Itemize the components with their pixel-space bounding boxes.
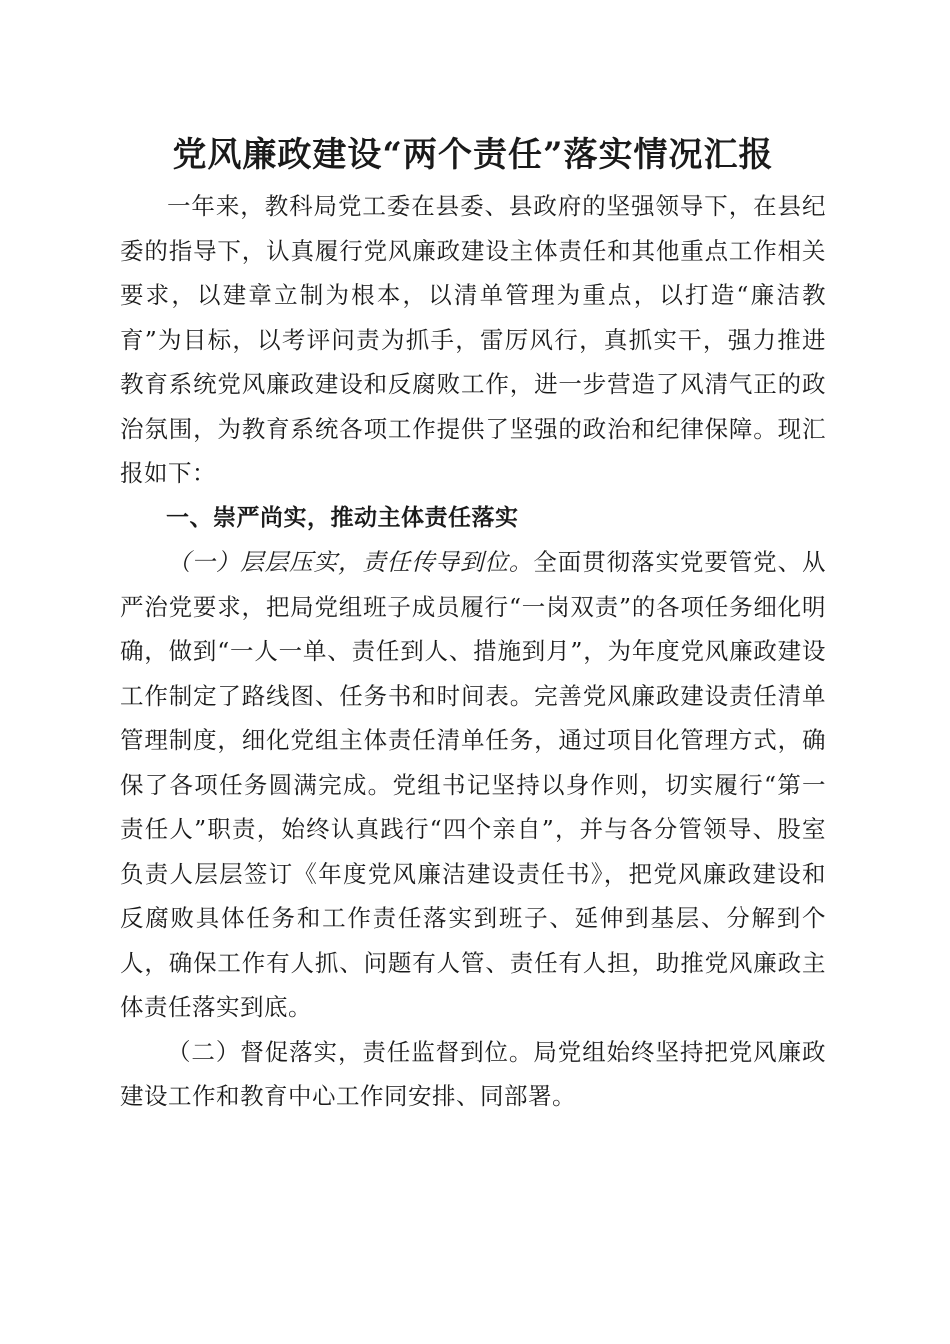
section-heading: 一、崇严尚实，推动主体责任落实	[166, 504, 519, 531]
document-title: 党风廉政建设“两个责任”落实情况汇报	[172, 135, 774, 175]
document-page	[120, 126, 826, 1119]
subsection-2-lead: （二）督促落实，责任监督到位。	[167, 1037, 534, 1066]
intro-paragraph: 一年来，教科局党工委在县委、县政府的坚强领导下，在县纪委的指导下，认真履行党风廉政建设主体责任和其他重点工作相关要求，以建章立制为根本，以清单管理为重点，以打造“廉洁教育”为目标，以考评问责为抓手，雷厉风行，真抓实干，强力推进教育系统党风廉政建设和反腐败工作，进一步营造了风清气正的政治氛围，为教育系统各项工作提供了坚强的政治和纪律保障。现汇报如下：	[120, 192, 826, 487]
subsection-1-paragraph	[120, 540, 826, 1030]
subsection-2-body: 局党组始终坚持把党风廉政建设工作和教育中心工作同安排、同部署。	[120, 1037, 827, 1110]
subsection-1-lead: （一）层层压实，责任传导到位。	[167, 548, 534, 576]
subsection-1-body: 全面贯彻落实党要管党、从严治党要求，把局党组班子成员履行“一岗双责”的各项任务细化明确，做到“一人一单、责任到人、措施到月”，为年度党风廉政建设工作制定了路线图、任务书和时间表。完善党风廉政建设责任清单管理制度，细化党组主体责任清单任务，通过项目化管理方式，确保了各项任务圆满完成。党组书记坚持以身作则，切实履行“第一责任人”职责，始终认真践行“四个亲自”，并与各分管领导、股室负责人层层签订《年度党风廉洁建设责任书》，把党风廉政建设和反腐败具体任务和工作责任落实到班子、延伸到基层、分解到个人，确保工作有人抓、问题有人管、责任有人担，助推党风廉政主体责任落实到底。	[120, 548, 827, 1021]
subsection-2-paragraph	[120, 1030, 826, 1119]
